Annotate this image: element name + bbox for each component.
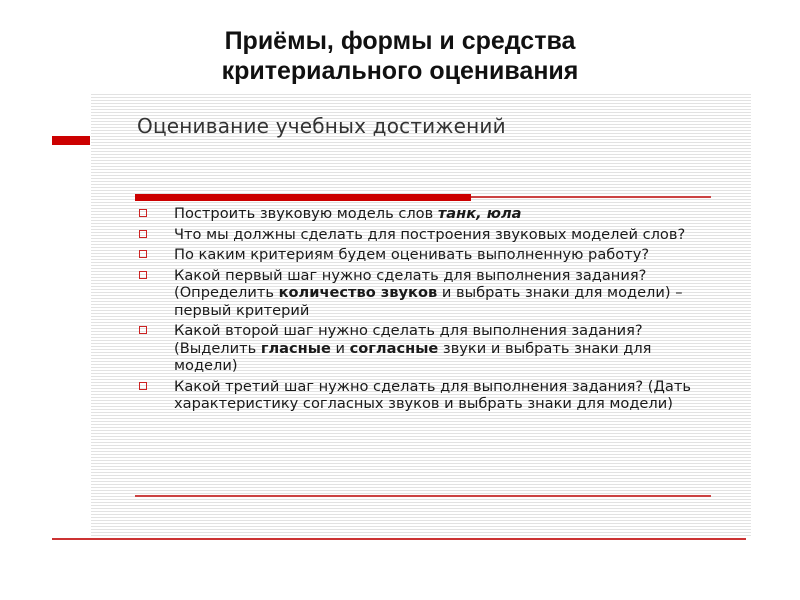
- item-text: и выбрать знаки для модели) – первый критерий: [174, 284, 683, 319]
- item-emphasis: гласные: [260, 339, 331, 357]
- square-bullet-icon: [139, 230, 147, 238]
- heading-rule-thin: [471, 196, 711, 198]
- list-item: [139, 246, 711, 264]
- item-text: и: [330, 339, 350, 357]
- list-item: [139, 267, 711, 320]
- item-text: Какой второй шаг нужно сделать для выполнения задания? (Выделить: [174, 322, 643, 357]
- list-item: [139, 378, 711, 413]
- slide-heading: Оценивание учебных достижений: [137, 114, 506, 138]
- page-title: [0, 26, 800, 86]
- left-accent-bar: [52, 136, 90, 145]
- square-bullet-icon: [139, 209, 147, 217]
- criteria-list: [139, 205, 711, 416]
- item-emphasis: танк, юла: [437, 205, 522, 222]
- item-text: По каким критериям будем оценивать выполненную работу?: [174, 246, 650, 263]
- item-text: Что мы должны сделать для построения звуковых моделей слов?: [174, 225, 686, 243]
- item-text: Какой первый шаг нужно сделать для выполнения задания? (Определить: [174, 266, 647, 301]
- content-bottom-rule: [135, 495, 711, 497]
- heading-rule-thick: [135, 194, 471, 201]
- bottom-divider: [52, 538, 746, 540]
- item-emphasis: количество звуков: [278, 284, 438, 301]
- item-emphasis: согласные: [349, 339, 439, 357]
- square-bullet-icon: [139, 271, 147, 279]
- square-bullet-icon: [139, 382, 147, 390]
- item-text: Построить звуковую модель слов: [174, 205, 438, 222]
- list-item: [139, 226, 711, 244]
- square-bullet-icon: [139, 326, 147, 334]
- page-title-line-2: критериального оценивания: [221, 57, 579, 85]
- list-item: [139, 205, 711, 223]
- list-item: [139, 322, 711, 375]
- square-bullet-icon: [139, 250, 147, 258]
- page-title-line-1: Приёмы, формы и средства: [224, 27, 576, 55]
- item-text: Какой третий шаг нужно сделать для выполнения задания? (Дать характеристику согласных звуков и выбрать знаки для модели): [174, 377, 691, 412]
- item-text: звуки и выбрать знаки для модели): [174, 339, 652, 374]
